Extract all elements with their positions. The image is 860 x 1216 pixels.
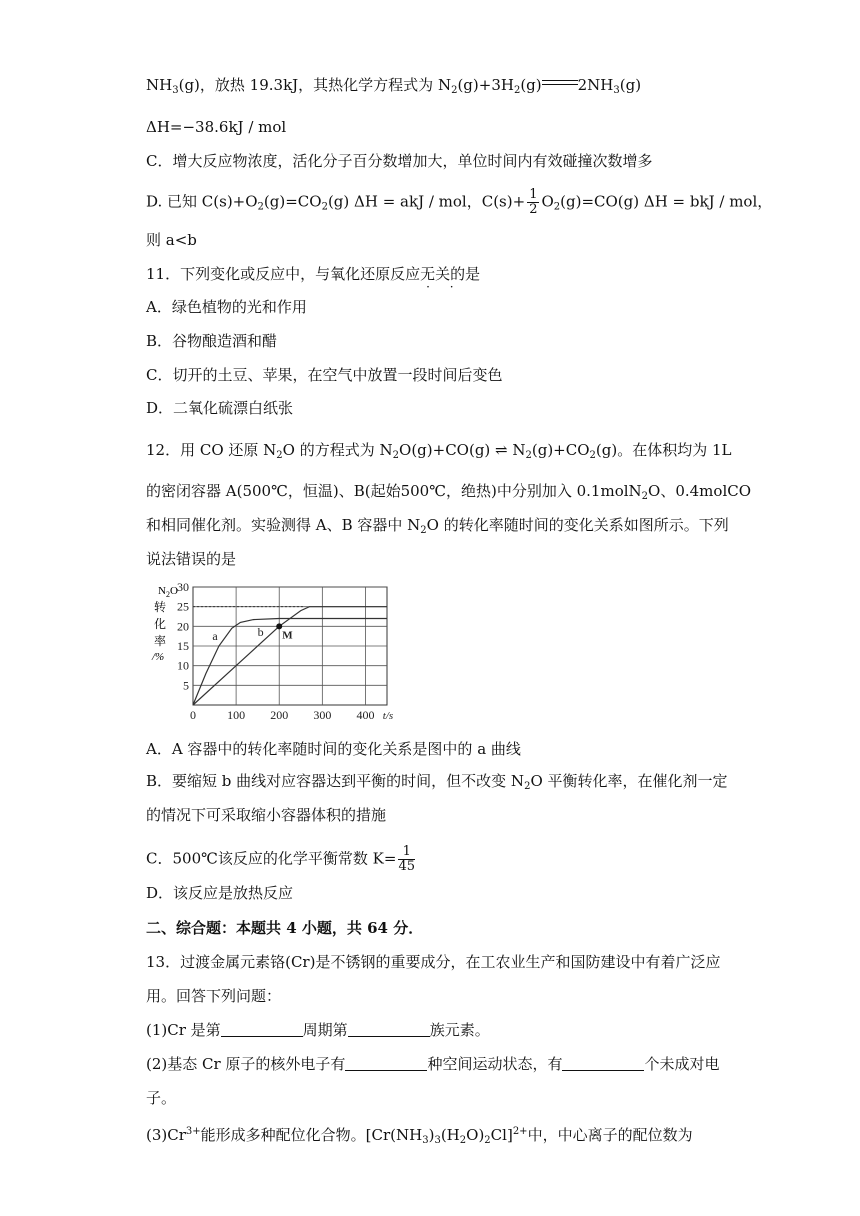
text: O 的方程式为 N	[282, 441, 393, 459]
q12-option-c	[146, 845, 417, 874]
equation-line-1: $NH_3(g)$，放热 19.3kJ，其热化学方程式为 $N_2(g)+3H_2(g)$ $2NH_3(g)$	[146, 76, 642, 96]
y-axis-label-5: /%	[152, 651, 165, 663]
x-axis-label: t/s	[382, 710, 394, 722]
question-13-line-1: 13．过渡金属元素铬(Cr)是不锈钢的重要成分，在工农业生产和国防建设中有着广泛应	[146, 953, 721, 971]
denominator: 45	[398, 859, 415, 874]
text: (1)Cr 是第	[146, 1021, 221, 1039]
q11-option-b: B．谷物酿造酒和醋	[146, 332, 278, 350]
text: (g)	[520, 76, 542, 94]
option-c-line: C．增大反应物浓度，活化分子百分数增加大，单位时间内有效碰撞次数增多	[146, 152, 653, 170]
question-12-line-3: 和相同催化剂。实验测得 A、B 容器中 $N_2O$ 的转化率随时间的变化关系如图所示。下列	[146, 516, 729, 536]
emphasis-text: 无关 · ·	[420, 265, 450, 283]
text: D. 已知 C(s)+O	[146, 192, 258, 211]
answer-blank[interactable]	[345, 1056, 427, 1071]
text: 的密闭容器 A(500℃，恒温)、B(起始500℃，绝热)中分别加入 0.1molN	[146, 482, 642, 500]
q11-option-c: C．切开的土豆、苹果，在空气中放置一段时间后变色	[146, 366, 503, 384]
delta-h-line: ΔH=−38.6kJ / mol	[146, 118, 287, 136]
point-m-label: M	[282, 629, 293, 642]
text: B．要缩短 b 曲线对应容器达到平衡的时间，但不改变 N	[146, 772, 525, 790]
text: 11．下列变化或反应中，与氧化还原反应	[146, 265, 421, 283]
text: (g)=CO(g) ΔH = bkJ / mol，	[560, 192, 773, 211]
q13-part-1	[146, 1020, 490, 1040]
text: 和相同催化剂。实验测得 A、B 容器中 N	[146, 516, 421, 534]
answer-blank[interactable]	[348, 1022, 430, 1037]
series-label-a: a	[212, 629, 218, 644]
y-tick-label: 15	[177, 639, 189, 653]
text: (3)Cr	[146, 1126, 186, 1144]
answer-blank[interactable]	[562, 1056, 644, 1071]
text: O、0.4molCO	[648, 482, 752, 500]
text: (g)	[619, 76, 642, 94]
series-label-b: b	[257, 625, 264, 640]
text: 中，中心离子的配位数为	[527, 1126, 693, 1144]
fraction-k	[398, 845, 415, 874]
y-tick-label: 10	[177, 658, 189, 673]
text: C．500℃该反应的化学平衡常数 K=	[146, 849, 397, 868]
section-2-heading: 二、综合题：本题共 4 小题，共 64 分．	[146, 919, 424, 937]
text: O 平衡转化率，在催化剂一定	[530, 772, 728, 790]
question-13-line-2: 用。回答下列问题：	[146, 987, 282, 1005]
text: 12．用 CO 还原 N	[146, 441, 277, 459]
y-axis-label-2: 转	[154, 600, 167, 614]
text: )	[428, 1126, 435, 1144]
x-tick-label: 300	[313, 708, 332, 722]
y-tick-label: 20	[177, 619, 189, 634]
text: 族元素。	[429, 1021, 490, 1039]
question-12-line-4: 说法错误的是	[146, 550, 237, 568]
x-tick-label: 200	[270, 708, 289, 722]
series-line-b	[193, 607, 387, 705]
equilibrium-arrow-icon	[542, 77, 578, 89]
q12-option-a: A．A 容器中的转化率随时间的变化关系是图中的 a 曲线	[146, 740, 521, 758]
text: (g)，放热 19.3kJ，其热化学方程式为 N	[178, 76, 452, 94]
text: (g) ΔH = akJ / mol，C(s)+	[327, 192, 526, 211]
q12-option-b-line-2: 的情况下可采取缩小容器体积的措施	[146, 806, 387, 824]
y-tick-label: 5	[183, 678, 189, 693]
numerator: 1	[398, 845, 415, 860]
text: 的是	[450, 265, 481, 283]
text: 个未成对电	[644, 1055, 720, 1073]
question-12-line-2: 的密闭容器 A(500℃，恒温)、B(起始500℃，绝热)中分别加入 0.1molN$_2$O、0.4molCO	[146, 482, 752, 502]
y-axis-label-1: $N_2O$	[158, 585, 178, 599]
text: 能形成多种配位化合物。[Cr(NH	[200, 1126, 423, 1144]
y-tick-label: 25	[177, 599, 189, 614]
q11-option-a: A．绿色植物的光和作用	[146, 298, 307, 316]
x-tick-label: 400	[356, 708, 375, 722]
text: (H	[440, 1126, 460, 1144]
text: (g)。在体积均为 1L	[595, 441, 732, 459]
q12-option-d: D．该反应是放热反应	[146, 884, 294, 902]
question-11-stem	[146, 264, 480, 284]
text: O(g)+CO(g) ⇌ N	[399, 441, 526, 459]
text: O 的转化率随时间的变化关系如图所示。下列	[426, 516, 729, 534]
text: O)	[466, 1126, 485, 1144]
q12-option-b-line-1: B．要缩短 b 曲线对应容器达到平衡的时间，但不改变 $N_2O$ 平衡转化率，在催化剂一定	[146, 772, 728, 792]
x-tick-label: 100	[227, 708, 246, 722]
text: 2NH	[577, 76, 614, 94]
text: 种空间运动状态，有	[427, 1055, 563, 1073]
text: O	[541, 192, 554, 211]
option-d-line: D. 已知 $C(s)+O_2(g)=CO_2(g) \Delta H$ = akJ / mol，C(s)+ $\frac{1}{2}$ $O_2(g)=CO(g) \Delta H$ = bkJ / mol，	[146, 187, 773, 217]
y-axis-label-3: 化	[154, 617, 167, 631]
x-tick-label: 0	[190, 708, 196, 722]
text: NH	[146, 76, 173, 94]
q13-part-3: $(3)Cr^{3+}$能形成多种配位化合物。$[Cr(NH_3)_3(H_2O)_2Cl]^{2+}$中，中心离子的配位数为	[146, 1126, 693, 1146]
q13-part-2-cont: 子。	[146, 1089, 177, 1107]
q11-option-d: D．二氧化硫漂白纸张	[146, 399, 294, 417]
text: (g)+CO	[531, 441, 590, 459]
text: Cl]	[490, 1126, 513, 1144]
conclusion-line: 则 a<b	[146, 231, 197, 249]
y-axis-label-4: 率	[154, 634, 167, 648]
question-12-line-1: 12．用 CO 还原 $N_2O$ 的方程式为 $N_2O(g)+CO(g)$ ⇌ $N_2(g)+CO_2(g)$。在体积均为 1L	[146, 441, 732, 461]
q13-part-2	[146, 1054, 719, 1074]
answer-blank[interactable]	[221, 1022, 303, 1037]
text: (g)=CO	[263, 192, 322, 211]
text: (2)基态 Cr 原子的核外电子有	[146, 1055, 346, 1073]
text: 周期第	[302, 1021, 348, 1039]
fraction-half: $\frac{1}{2}$	[529, 187, 538, 217]
text: (g)+3H	[457, 76, 514, 94]
conversion-rate-chart	[144, 578, 394, 728]
y-tick-label: 30	[177, 580, 189, 594]
